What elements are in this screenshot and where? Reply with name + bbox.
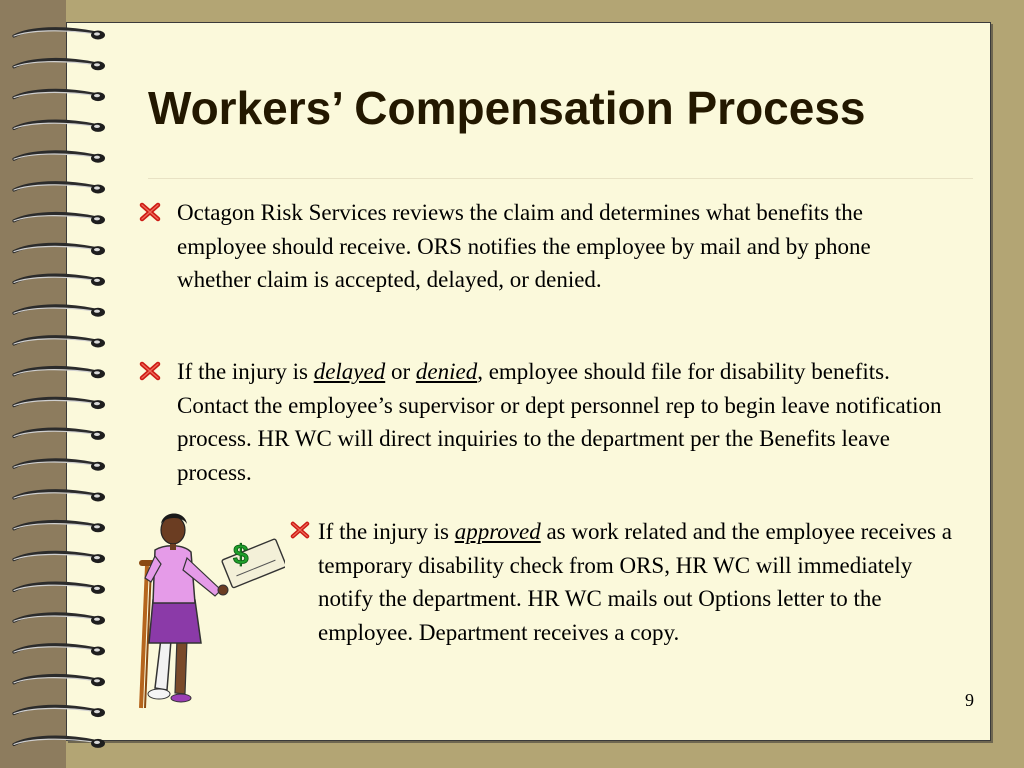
emphasis-approved: approved (454, 519, 541, 544)
binder-spine (0, 0, 66, 768)
bullet-delayed-denied (177, 355, 947, 490)
emphasis-denied: denied (415, 359, 478, 384)
bullet-claim-review (177, 196, 947, 297)
emphasis-delayed: delayed (313, 359, 386, 384)
title-divider (148, 178, 973, 179)
slide-title: Workers’ Compensation Process (148, 82, 866, 134)
bullet-approved (318, 515, 968, 650)
bullet-text-pre: If the injury is (318, 519, 455, 544)
bullet-text-post: , employee should file for disability benefits. Contact the employee’s supervisor or dept personnel rep to begin leave notification process. HR WC will direct inquiries to the department per the Benefits leave process. (177, 359, 942, 486)
bullet-text-post: as work related and the employee receives a temporary disability check from ORS, HR WC will immediately notify the department. HR WC mails out Options letter to the employee. Department receives a copy. (318, 519, 952, 646)
page-number: 9 (965, 690, 974, 710)
bullet-text-mid: or (385, 359, 416, 384)
red-x-icon (139, 361, 161, 381)
red-x-icon (290, 521, 310, 539)
bullet-text-pre: If the injury is (177, 359, 314, 384)
red-x-icon (139, 202, 161, 222)
svg-text:$: $ (233, 539, 249, 570)
bullet-text: Octagon Risk Services reviews the claim and determines what benefits the employee should receive. ORS notifies the employee by mail and by phone whether claim is accepted, delayed, or denied. (177, 200, 871, 293)
injured-worker-clipart (125, 508, 285, 718)
